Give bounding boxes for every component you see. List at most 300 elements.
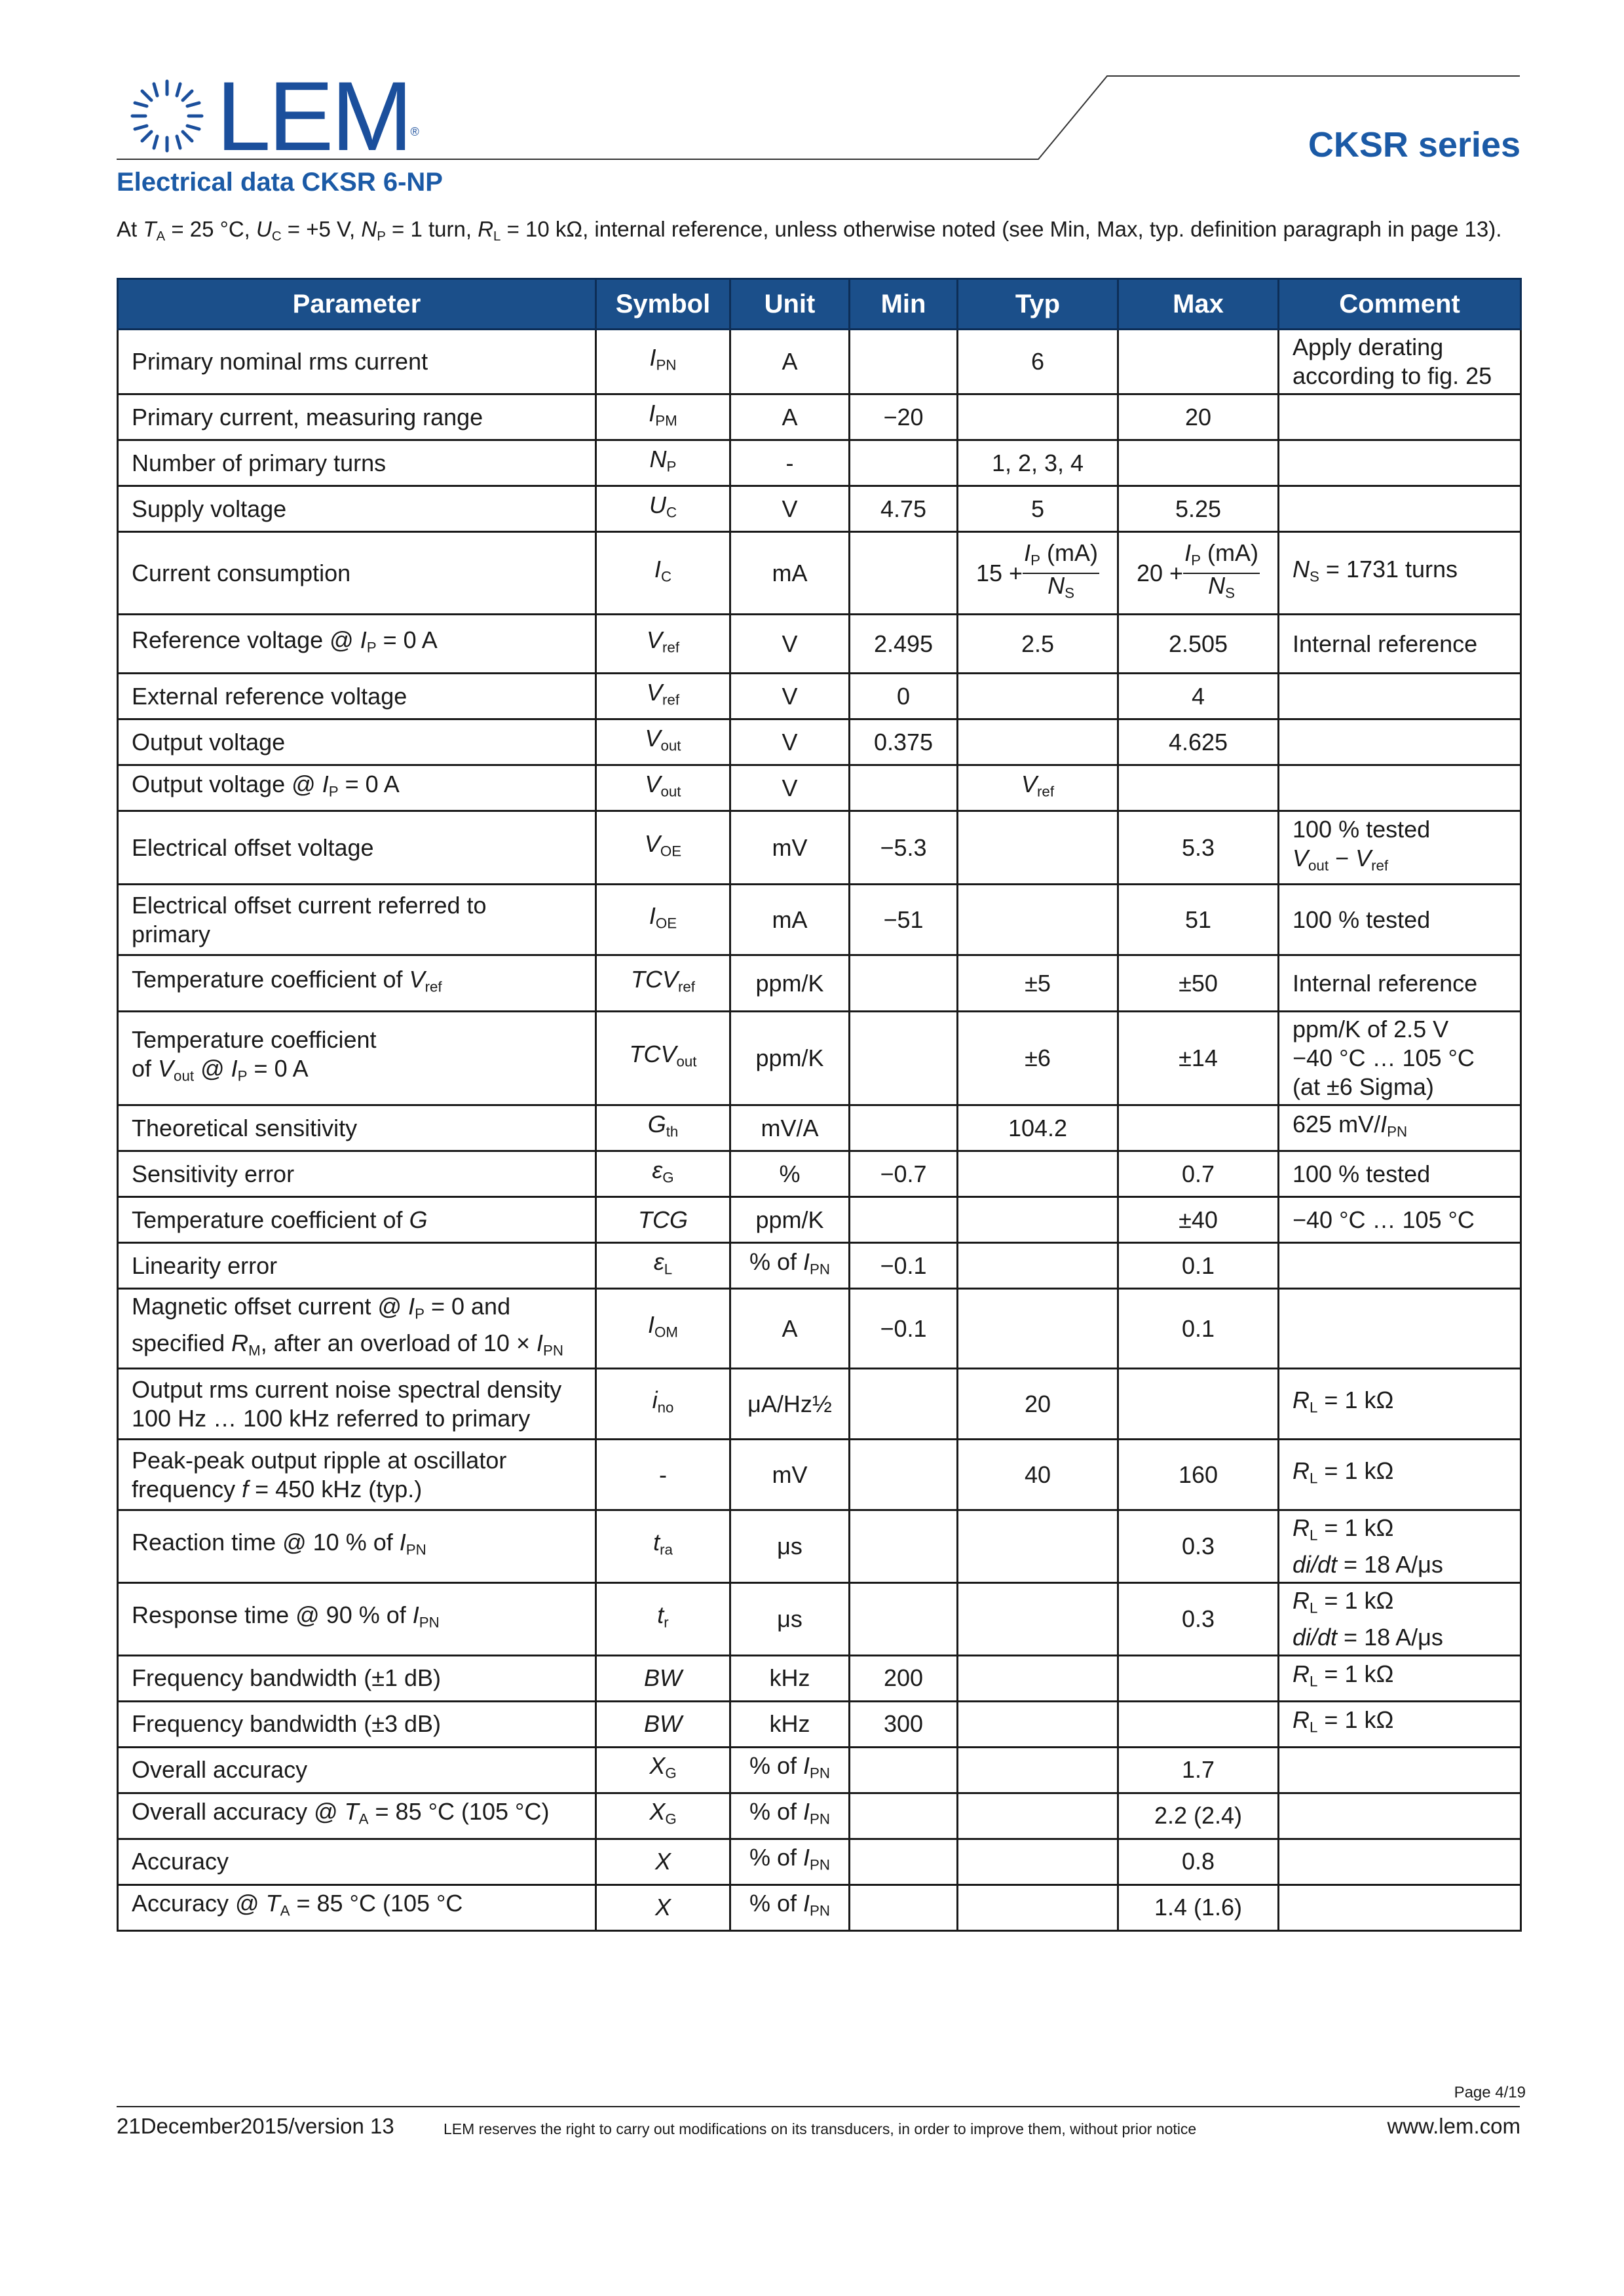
- max-cell: [1118, 1655, 1279, 1701]
- parameter-cell: [118, 719, 596, 765]
- typ-cell: [958, 674, 1118, 719]
- symbol-letter: I: [231, 1055, 238, 1082]
- symbol-letter: I: [360, 626, 367, 653]
- symbol-letter: -: [659, 1461, 667, 1488]
- symbol-cell: [596, 486, 730, 532]
- table-body: [118, 330, 1521, 1931]
- unit-cell: [730, 1369, 850, 1440]
- symbol-letter: V: [158, 1055, 174, 1082]
- series-title: CKSR series: [1308, 125, 1520, 164]
- symbol-letter: f: [242, 1475, 249, 1502]
- parameter-cell: [118, 1197, 596, 1243]
- website-link[interactable]: www.lem.com: [1387, 2114, 1520, 2138]
- symbol-cell: [596, 440, 730, 486]
- max-value: 5.3: [1181, 833, 1215, 861]
- max-cell: [1118, 1839, 1279, 1885]
- symbol-subscript: C: [660, 568, 672, 585]
- table-row: [118, 1583, 1521, 1656]
- symbol-letter: X: [649, 1752, 666, 1780]
- parameter-cell: [118, 1583, 596, 1656]
- unit-text: kHz: [769, 1710, 810, 1738]
- symbol-letter: i: [652, 1387, 658, 1414]
- parameter-cell: [118, 1243, 596, 1289]
- min-value: 200: [883, 1664, 924, 1692]
- max-value: 0.8: [1181, 1848, 1215, 1875]
- max-value: 0.1: [1181, 1252, 1215, 1279]
- min-cell: [850, 330, 958, 394]
- comment-cell: [1279, 532, 1521, 615]
- parameter-text: Number of primary turns: [132, 449, 387, 476]
- comment-cell: [1279, 765, 1521, 811]
- min-cell: [850, 1197, 958, 1243]
- typ-cell: [958, 1701, 1118, 1747]
- typ-cell: [958, 1369, 1118, 1440]
- parameter-text: Current consumption: [132, 559, 351, 586]
- table-row: [118, 1747, 1521, 1793]
- min-cell: [850, 1701, 958, 1747]
- parameter-text: Accuracy: [132, 1848, 229, 1875]
- comment-cell: [1279, 394, 1521, 440]
- table-row: [118, 765, 1521, 811]
- max-value: 4: [1191, 682, 1205, 710]
- symbol-subscript: no: [657, 1399, 674, 1416]
- symbol-subscript: ref: [662, 691, 680, 708]
- comment-text: Internal reference: [1293, 969, 1478, 997]
- symbol-subscript: r: [664, 1614, 669, 1631]
- unit-text: % of: [749, 1248, 804, 1275]
- unit-cell: [730, 1197, 850, 1243]
- unit-text: mV/A: [761, 1114, 819, 1141]
- column-header-min: Min: [850, 279, 958, 330]
- typ-value: 1, 2, 3, 4: [991, 449, 1084, 476]
- comment-text: −40 °C … 105 °C: [1293, 1044, 1475, 1071]
- max-cell: [1118, 1012, 1279, 1105]
- symbol-subscript: G: [665, 1765, 677, 1782]
- symbol-letter: I: [322, 770, 329, 797]
- max-cell: [1118, 1369, 1279, 1440]
- symbol-subscript: A: [280, 1903, 290, 1920]
- parameter-cell: [118, 532, 596, 615]
- symbol-letter: V: [646, 626, 662, 653]
- typ-value: ±5: [1025, 969, 1051, 997]
- table-row: [118, 885, 1521, 955]
- max-cell: [1118, 330, 1279, 394]
- table-row: [118, 1197, 1521, 1243]
- max-value: ±40: [1179, 1206, 1218, 1233]
- min-value: −20: [883, 403, 924, 430]
- table-row: [118, 1701, 1521, 1747]
- symbol-letter: I: [408, 1293, 415, 1320]
- parameter-text: Linearity error: [132, 1252, 278, 1279]
- symbol-letter: V: [1293, 844, 1309, 871]
- unit-cell: [730, 486, 850, 532]
- max-cell: [1118, 1885, 1279, 1930]
- comment-cell: [1279, 674, 1521, 719]
- footer-divider: [117, 2106, 1520, 2107]
- symbol-letter: I: [536, 1329, 543, 1356]
- min-value: 4.75: [880, 495, 927, 522]
- section-title: Electrical data CKSR 6-NP: [117, 168, 443, 197]
- typ-cell: [958, 811, 1118, 885]
- table-row: [118, 1885, 1521, 1930]
- symbol-subscript: L: [664, 1261, 673, 1278]
- typ-cell: [958, 1655, 1118, 1701]
- max-cell: [1118, 1151, 1279, 1197]
- parameter-tail: = 0 A: [247, 1055, 309, 1082]
- unit-cell: [730, 1289, 850, 1369]
- symbol-cell: [596, 394, 730, 440]
- symbol-letter: G: [409, 1206, 428, 1233]
- parameter-text: Temperature coefficient: [132, 1026, 377, 1054]
- symbol-letter: V: [1021, 770, 1037, 797]
- unit-cell: [730, 1151, 850, 1197]
- comment-cell: [1279, 1747, 1521, 1793]
- unit-text: μs: [777, 1533, 803, 1560]
- max-value: ±50: [1179, 969, 1218, 997]
- comment-cell: [1279, 440, 1521, 486]
- symbol-cell: [596, 811, 730, 885]
- symbol-cell: [596, 1369, 730, 1440]
- unit-cell: [730, 1243, 850, 1289]
- symbol-letter: I: [648, 1311, 655, 1338]
- typ-cell: [958, 1839, 1118, 1885]
- typ-value: 2.5: [1021, 630, 1055, 657]
- max-value: 51: [1184, 906, 1212, 933]
- parameter-cell: [118, 1440, 596, 1510]
- symbol-letter: R: [1293, 1706, 1310, 1734]
- typ-cell: [958, 486, 1118, 532]
- typ-cell: [958, 1289, 1118, 1369]
- symbol-letter: T: [265, 1890, 280, 1917]
- table-row: [118, 1440, 1521, 1510]
- symbol-letter: V: [644, 830, 660, 857]
- typ-cell: [958, 1012, 1118, 1105]
- symbol-subscript: P: [1030, 552, 1040, 569]
- min-cell: [850, 1885, 958, 1930]
- symbol-letter: X: [654, 1894, 671, 1921]
- comment-cell: [1279, 1369, 1521, 1440]
- parameter-cell: [118, 394, 596, 440]
- unit-cell: [730, 955, 850, 1012]
- unit-cell: [730, 394, 850, 440]
- comment-text: = 1 kΩ: [1317, 1457, 1394, 1485]
- symbol-letter: I: [1024, 539, 1031, 566]
- symbol-subscript: S: [1310, 568, 1319, 585]
- parameter-text: primary: [132, 920, 211, 947]
- symbol-cell: [596, 1510, 730, 1583]
- symbol-letter: R: [1293, 1514, 1310, 1542]
- parameter-text: Theoretical sensitivity: [132, 1114, 358, 1141]
- symbol-subscript: P: [366, 639, 377, 656]
- min-cell: [850, 615, 958, 674]
- parameter-tail: = 85 °C (105 °C: [290, 1890, 463, 1917]
- symbol-letter: I: [649, 344, 656, 372]
- max-value: 160: [1178, 1461, 1218, 1488]
- symbol-cell: [596, 1012, 730, 1105]
- column-header-typ: Typ: [958, 279, 1118, 330]
- symbol-subscript: out: [660, 783, 681, 800]
- max-value: ±14: [1179, 1044, 1218, 1071]
- max-cell: [1118, 1793, 1279, 1839]
- table-row: [118, 1012, 1521, 1105]
- max-cell: [1118, 440, 1279, 486]
- unit-cell: [730, 1793, 850, 1839]
- formula-lead: 15 +: [976, 559, 1023, 586]
- min-cell: [850, 532, 958, 615]
- parameter-text: Reaction time @ 10 % of: [132, 1529, 400, 1556]
- symbol-letter: BW: [644, 1710, 682, 1738]
- parameter-text: Temperature coefficient of: [132, 965, 409, 993]
- symbol-cell: [596, 1105, 730, 1151]
- comment-text: = 1 kΩ: [1317, 1514, 1394, 1542]
- symbol-letter: R: [1293, 1660, 1310, 1688]
- comment-text: = 1 kΩ: [1317, 1660, 1394, 1688]
- min-value: −0.1: [880, 1252, 927, 1279]
- min-value: −51: [883, 906, 924, 933]
- symbol-letter: I: [1184, 539, 1192, 566]
- table-row: [118, 1289, 1521, 1369]
- min-value: 0: [896, 682, 911, 710]
- min-cell: [850, 1510, 958, 1583]
- symbol-cell: [596, 615, 730, 674]
- parameter-tail: = 0 A: [376, 626, 438, 653]
- symbol-subscript: PN: [810, 1765, 831, 1782]
- unit-cell: [730, 1105, 850, 1151]
- symbol-subscript: P: [415, 1305, 425, 1322]
- unit-text: ppm/K: [755, 969, 824, 997]
- min-cell: [850, 955, 958, 1012]
- table-row: [118, 1151, 1521, 1197]
- symbol-cell: [596, 1885, 730, 1930]
- min-cell: [850, 1440, 958, 1510]
- symbol-subscript: L: [1310, 1470, 1318, 1487]
- symbol-letter: t: [653, 1529, 660, 1556]
- symbol-letter: I: [654, 555, 661, 583]
- symbol-subscript: L: [1310, 1674, 1318, 1691]
- max-cell: [1118, 1243, 1279, 1289]
- table-row: [118, 1105, 1521, 1151]
- typ-cell: [958, 330, 1118, 394]
- parameter-text: Overall accuracy: [132, 1756, 308, 1784]
- symbol-letter: N: [1208, 571, 1226, 599]
- symbol-letter: V: [409, 965, 425, 993]
- min-value: −5.3: [880, 833, 927, 861]
- min-cell: [850, 1369, 958, 1440]
- parameter-text: , after an overload of 10 ×: [260, 1329, 537, 1356]
- min-cell: [850, 1793, 958, 1839]
- symbol-subscript: PN: [810, 1261, 831, 1278]
- formula-lead: 20 +: [1137, 559, 1184, 586]
- typ-value: 6: [1030, 348, 1045, 375]
- comment-text: 100 % tested: [1293, 906, 1431, 933]
- max-value: 0.7: [1181, 1160, 1215, 1187]
- min-cell: [850, 674, 958, 719]
- min-cell: [850, 1655, 958, 1701]
- comment-cell: [1279, 955, 1521, 1012]
- unit-cell: [730, 1701, 850, 1747]
- parameter-cell: [118, 1510, 596, 1583]
- parameter-text: Supply voltage: [132, 495, 287, 522]
- typ-cell: [958, 1440, 1118, 1510]
- table-row: [118, 811, 1521, 885]
- unit-cell: [730, 811, 850, 885]
- symbol-subscript: out: [1308, 857, 1329, 874]
- max-cell: [1118, 394, 1279, 440]
- min-cell: [850, 1289, 958, 1369]
- symbol-cell: [596, 1440, 730, 1510]
- parameter-text: frequency: [132, 1475, 242, 1502]
- numerator-unit: (mA): [1201, 539, 1258, 566]
- typ-cell: [958, 394, 1118, 440]
- parameter-text: Frequency bandwidth (±1 dB): [132, 1664, 442, 1692]
- unit-text: V: [782, 495, 798, 522]
- symbol-letter: TCV: [629, 1041, 677, 1068]
- max-cell: [1118, 1105, 1279, 1151]
- comment-cell: [1279, 330, 1521, 394]
- symbol-subscript: PN: [1387, 1123, 1408, 1140]
- comment-cell: [1279, 1510, 1521, 1583]
- parameter-cell: [118, 1839, 596, 1885]
- page-number: Page 4/19: [1454, 2084, 1526, 2101]
- symbol-subscript: PN: [419, 1614, 440, 1631]
- unit-cell: [730, 330, 850, 394]
- table-row: [118, 330, 1521, 394]
- unit-cell: [730, 1655, 850, 1701]
- comment-text: 100 % tested: [1293, 815, 1431, 843]
- fraction-denominator: [1208, 571, 1235, 605]
- unit-text: A: [782, 1314, 798, 1342]
- parameter-cell: [118, 615, 596, 674]
- symbol-subscript: ref: [1371, 857, 1389, 874]
- comment-cell: [1279, 1197, 1521, 1243]
- parameter-cell: [118, 1793, 596, 1839]
- parameter-text: Electrical offset voltage: [132, 833, 374, 861]
- unit-text: A: [782, 348, 798, 375]
- comment-cell: [1279, 1243, 1521, 1289]
- min-value: 0.375: [873, 728, 934, 756]
- document-date-version: 21December2015/version 13: [117, 2114, 394, 2138]
- parameter-text: Electrical offset current referred to: [132, 891, 487, 919]
- comment-cell: [1279, 1151, 1521, 1197]
- unit-cell: [730, 1510, 850, 1583]
- logo-wordmark: LEM®: [216, 61, 419, 171]
- max-cell: [1118, 615, 1279, 674]
- comment-text: Internal reference: [1293, 630, 1478, 657]
- typ-value: 20: [1024, 1390, 1051, 1417]
- comment-text: Apply derating: [1293, 334, 1444, 360]
- unit-text: mA: [772, 559, 808, 586]
- fraction-numerator: [1023, 541, 1099, 574]
- symbol-letter: N: [649, 445, 667, 472]
- symbol-cell: [596, 1583, 730, 1656]
- unit-cell: [730, 1440, 850, 1510]
- parameter-cell: [118, 1105, 596, 1151]
- unit-text: V: [782, 728, 798, 756]
- max-value: 20: [1184, 403, 1212, 430]
- symbol-letter: N: [1048, 571, 1065, 599]
- typ-cell: [958, 1793, 1118, 1839]
- typ-cell: [958, 1510, 1118, 1583]
- typ-cell: [958, 1105, 1118, 1151]
- symbol-subscript: PN: [542, 1342, 563, 1359]
- typ-cell: [958, 765, 1118, 811]
- unit-text: mV: [772, 1461, 808, 1488]
- table-row: [118, 615, 1521, 674]
- symbol-letter: ε: [652, 1156, 663, 1183]
- max-value: 1.4 (1.6): [1154, 1894, 1243, 1921]
- parameter-text: External reference voltage: [132, 682, 407, 710]
- formula: [1137, 541, 1260, 605]
- symbol-cell: [596, 955, 730, 1012]
- unit-cell: [730, 615, 850, 674]
- symbol-letter: V: [645, 770, 661, 797]
- unit-text: mA: [772, 906, 808, 933]
- table-header-row: [118, 279, 1521, 330]
- symbol-letter: V: [1355, 844, 1372, 871]
- min-cell: [850, 1012, 958, 1105]
- parameter-cell: [118, 1747, 596, 1793]
- unit-text: mV: [772, 833, 808, 861]
- parameter-cell: [118, 1701, 596, 1747]
- symbol-subscript: out: [660, 737, 681, 754]
- comment-text: 100 % tested: [1293, 1160, 1431, 1187]
- typ-cell: [958, 532, 1118, 615]
- parameter-cell: [118, 1655, 596, 1701]
- unit-cell: [730, 440, 850, 486]
- symbol-letter: I: [803, 1798, 810, 1826]
- symbol-letter: ε: [653, 1248, 664, 1275]
- min-cell: [850, 1243, 958, 1289]
- table-row: [118, 1369, 1521, 1440]
- comment-cell: [1279, 719, 1521, 765]
- symbol-subscript: PN: [810, 1811, 831, 1828]
- typ-value: 5: [1030, 495, 1045, 522]
- symbol-letter: t: [657, 1601, 664, 1629]
- symbol-subscript: OM: [654, 1324, 678, 1341]
- numerator-unit: (mA): [1040, 539, 1098, 566]
- comment-cell: [1279, 1105, 1521, 1151]
- parameter-cell: [118, 885, 596, 955]
- parameter-cell: [118, 955, 596, 1012]
- parameter-tail: = 0 A: [338, 770, 400, 797]
- max-value: 2.505: [1168, 630, 1228, 657]
- symbol-subscript: S: [1065, 584, 1074, 602]
- parameter-cell: [118, 765, 596, 811]
- max-value: 2.2 (2.4): [1154, 1802, 1243, 1829]
- comment-text: = 1 kΩ: [1317, 1706, 1394, 1734]
- parameter-text: specified: [132, 1329, 232, 1356]
- symbol-letter: I: [803, 1844, 810, 1871]
- unit-text: V: [782, 774, 798, 801]
- unit-text: -: [785, 449, 794, 476]
- table-row: [118, 440, 1521, 486]
- unit-text: A: [782, 403, 798, 430]
- min-cell: [850, 811, 958, 885]
- max-cell: [1118, 486, 1279, 532]
- symbol-subscript: PN: [406, 1542, 426, 1559]
- unit-cell: [730, 1747, 850, 1793]
- parameter-text: Frequency bandwidth (±3 dB): [132, 1710, 442, 1738]
- parameter-text: @: [194, 1055, 231, 1082]
- typ-cell: [958, 1197, 1118, 1243]
- parameter-text: Primary nominal rms current: [132, 348, 428, 375]
- symbol-letter: R: [1293, 1387, 1310, 1414]
- symbol-letter: I: [803, 1248, 810, 1275]
- table-row: [118, 719, 1521, 765]
- comment-operator: −: [1329, 844, 1356, 871]
- symbol-subscript: S: [1225, 584, 1235, 602]
- symbol-letter: R: [1293, 1587, 1310, 1615]
